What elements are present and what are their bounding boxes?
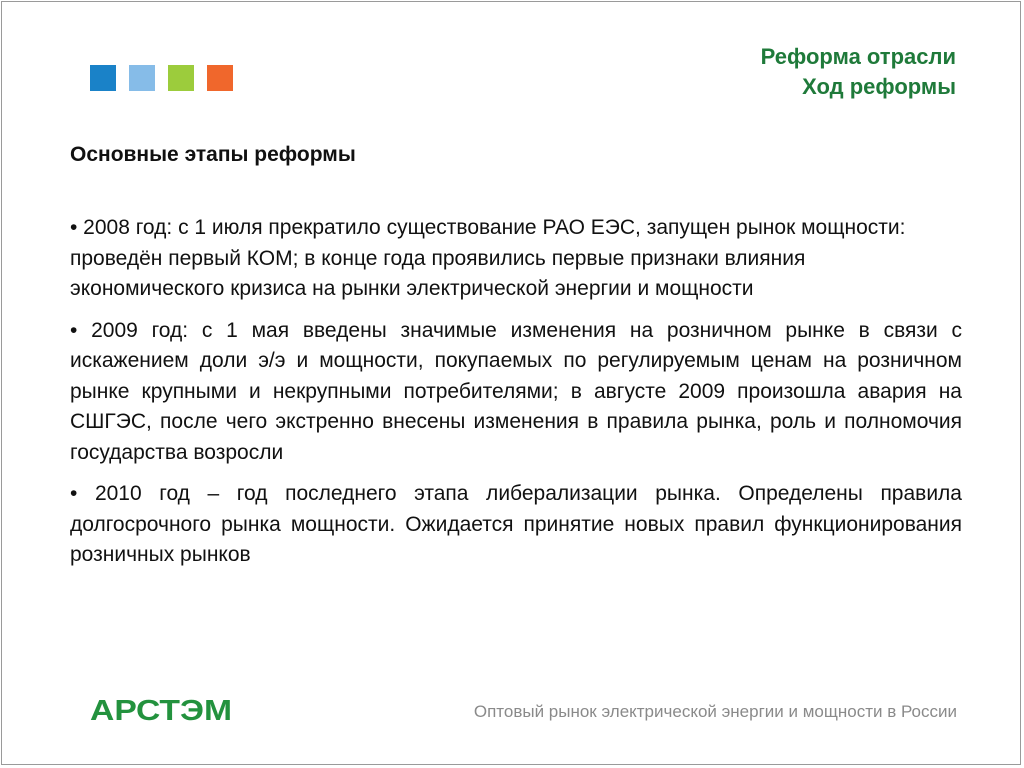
header-title-reform: Реформа отрасли <box>760 44 956 69</box>
green-square <box>168 65 194 91</box>
blue-square <box>90 65 116 91</box>
paragraph-2009: • 2009 год: с 1 мая введены значимые изменения на розничном рынке в связи с искажением доли э/э и мощности, покупаемых по регулируемым ценам на розничном рынке крупными и некрупными потребителями; в августе 2009 произошла авария на СШГЭС, после чего экстренно внесены изменения в правила рынка, роль и полномочия государства возросли <box>70 318 962 464</box>
header-titles <box>761 42 956 102</box>
lightblue-square <box>129 65 155 91</box>
paragraph-2010: • 2010 год – год последнего этапа либерализации рынка. Определены правила долгосрочного рынка мощности. Ожидается принятие новых правил функционирования розничных рынков <box>70 482 962 566</box>
orange-square <box>207 65 233 91</box>
decorative-squares <box>90 65 233 91</box>
paragraph-2008: • 2008 год: с 1 июля прекратило существование РАО ЕЭС, запущен рынок мощности: проведён первый КОМ; в конце года проявились первые признаки влияния экономического кризиса на рынки электрической энергии и мощности <box>70 216 906 300</box>
section-heading: Основные этапы реформы <box>70 143 356 166</box>
logo-text: АРСТЭМ <box>90 695 232 727</box>
content-body <box>70 213 962 582</box>
arstem-logo <box>90 689 240 729</box>
footer-caption: Оптовый рынок электрической энергии и мощности в России <box>473 702 957 721</box>
header-title-progress: Ход реформы <box>802 74 956 99</box>
